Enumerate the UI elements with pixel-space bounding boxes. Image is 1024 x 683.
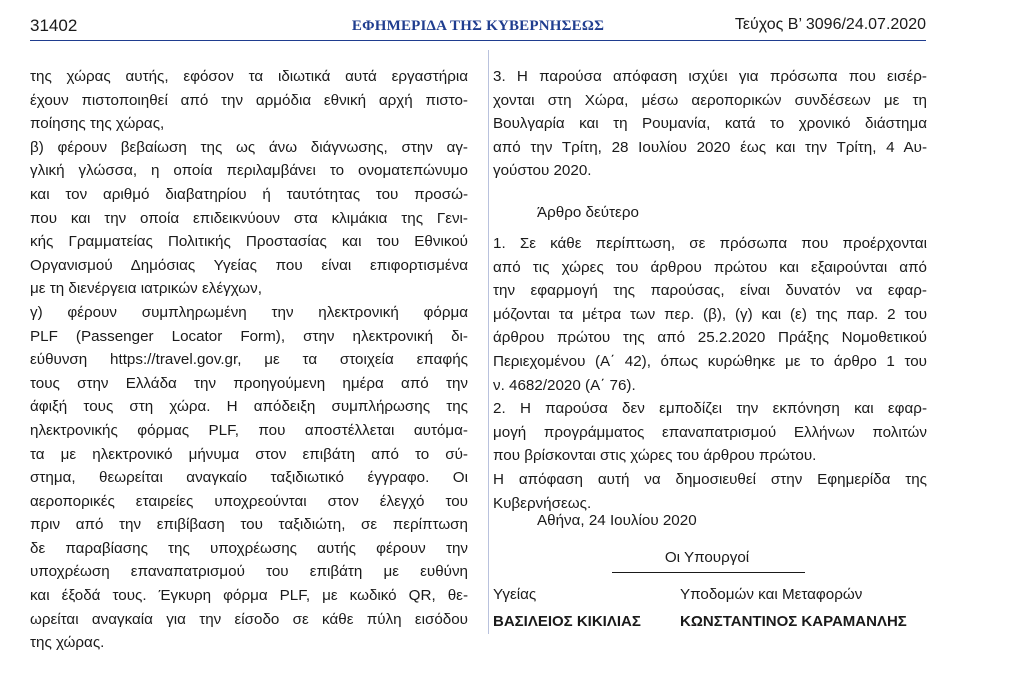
- header-rule: [30, 40, 926, 41]
- page-number: 31402: [30, 16, 78, 35]
- text-line: β) φέρουν βεβαίωση της ως άνω διάγνωσης, στην αγ-: [30, 138, 468, 156]
- article-heading: Άρθρο δεύτερο: [537, 204, 639, 221]
- text-line: γούστου 2020.: [493, 162, 592, 180]
- text-line: 1. Σε κάθε περίπτωση, σε πρόσωπα που προέρχονται: [493, 235, 927, 252]
- text-line: Η απόφαση αυτή να δημοσιευθεί στην Εφημερίδα της: [493, 470, 927, 488]
- signatory-title-health: Υγείας: [493, 586, 537, 603]
- text-line: άρθρου πρώτου της από 25.2.2020 Πράξης Νομοθετικού: [493, 329, 927, 347]
- text-line: άφιξή τους στη χώρα. Η απόδειξη συμπλήρωσης της: [30, 398, 468, 416]
- right-column-para-2: [493, 232, 927, 515]
- text-line: 2. Η παρούσα δεν εμποδίζει την εκπόνηση και εφαρ-: [493, 400, 927, 418]
- text-line: από τις χώρες του άρθρου πρώτου και εξαιρούνται από: [493, 258, 927, 276]
- text-line: ωρείται αναγκαία για την είσοδο σε κάθε πύλη εισόδου: [30, 610, 468, 628]
- text-line: PLF (Passenger Locator Form), στην ηλεκτρονική δι-: [30, 327, 468, 345]
- signature-rule: [612, 572, 805, 573]
- text-line: δε παραβίασης της υποχρέωσης αυτής φέρουν την: [30, 539, 468, 557]
- text-line: την εφαρμογή της παρούσας, είναι δυνατόν να εφαρ-: [493, 282, 927, 300]
- ministers-label: Οι Υπουργοί: [664, 549, 750, 566]
- issue-number: Τεύχος Β’ 3096/24.07.2020: [734, 16, 926, 33]
- text-line: ν. 4682/2020 (Α΄ 76).: [493, 376, 636, 394]
- text-line: και έξοδά τους. Έγκυρη φόρμα PLF, με κωδικό QR, θε-: [30, 587, 468, 605]
- text-line: γλική γλώσσα, η οποία περιλαμβάνει το ονοματεπώνυμο: [30, 162, 468, 180]
- text-line: ποίησης της χώρας,: [30, 115, 165, 133]
- text-line: έχουν πιστοποιηθεί από την αρμόδια εθνική αρχή πιστο-: [30, 91, 468, 109]
- signatory-title-infrastructure: Υποδομών και Μεταφορών: [680, 586, 863, 603]
- text-line: μογή προγράμματος επαναπατρισμού Ελλήνων πολιτών: [493, 423, 927, 441]
- text-line: Βουλγαρία και τη Ρουμανία, κατά το χρονικό διάστημα: [493, 115, 927, 133]
- text-line: που και την οποία επιδεικνύουν στα κλιμάκια της Γενι-: [30, 209, 468, 227]
- text-line: που βρίσκονται στις χώρες του άρθρου πρώτου.: [493, 447, 817, 465]
- text-line: και τον αριθμό διαβατηρίου ή ταυτότητας του προσώ-: [30, 185, 468, 203]
- text-line: της χώρας αυτής, εφόσον τα ιδιωτικά αυτά εργαστήρια: [30, 68, 468, 85]
- text-line: εύθυνση https://travel.gov.gr, με τα στοιχεία επαφής: [30, 351, 468, 369]
- text-line: αεροπορικές εταιρείες υποχρεούνται στον έλεγχό του: [30, 492, 468, 510]
- text-line: υποχρέωση επαναπατρισμού του επιβάτη με ευθύνη: [30, 563, 468, 581]
- column-divider: [488, 50, 489, 634]
- text-line: γ) φέρουν συμπληρωμένη την ηλεκτρονική φόρμα: [30, 303, 468, 321]
- text-line: Περιεχομένου (Α΄ 42), όπως κυρώθηκε με το άρθρο 1 του: [493, 352, 927, 370]
- text-line: στημα, θεωρείται αναγκαίο ταξιδιωτικό έγγραφο. Οι: [30, 469, 468, 487]
- text-line: τα με ηλεκτρονικό μήνυμα στον επιβάτη από το σύ-: [30, 445, 468, 463]
- gazette-title: ΕΦΗΜΕΡΙΔΑ ΤΗΣ ΚΥΒΕΡΝΗΣΕΩΣ: [351, 18, 605, 34]
- text-line: πριν από την επιβίβαση του ταξιδιώτη, σε περίπτωση: [30, 516, 468, 534]
- text-line: χονται στη Χώρα, μέσω αεροπορικών συνδέσεων με τη: [493, 91, 927, 109]
- right-column-para-1: [493, 65, 927, 183]
- city-date: Αθήνα, 24 Ιουλίου 2020: [537, 512, 697, 529]
- signatory-name-health: ΒΑΣΙΛΕΙΟΣ ΚΙΚΙΛΙΑΣ: [493, 613, 641, 630]
- text-line: 3. Η παρούσα απόφαση ισχύει για πρόσωπα που εισέρ-: [493, 68, 927, 85]
- text-line: τους στην Ελλάδα την προηγούμενη ημέρα από την: [30, 374, 468, 392]
- text-line: μόζονται τα μέτρα των περ. (β), (γ) και (ε) της παρ. 2 του: [493, 305, 927, 323]
- left-column: [30, 65, 468, 655]
- text-line: κής Γραμματείας Πολιτικής Προστασίας και του Εθνικού: [30, 233, 468, 251]
- text-line: ηλεκτρονικής φόρμας PLF, που αποστέλλεται αυτόμα-: [30, 421, 468, 439]
- text-line: Οργανισμού Δημόσιας Υγείας που είναι επιφορτισμένα: [30, 256, 468, 274]
- text-line: Κυβερνήσεως.: [493, 494, 592, 512]
- page-header: [30, 14, 926, 42]
- signatory-name-infrastructure: ΚΩΝΣΤΑΝΤΙΝΟΣ ΚΑΡΑΜΑΝΛΗΣ: [680, 613, 907, 630]
- text-line: της χώρας.: [30, 634, 105, 652]
- text-line: με τη διενέργεια ιατρικών ελέγχων,: [30, 280, 262, 298]
- text-line: από την Τρίτη, 28 Ιουλίου 2020 έως και την Τρίτη, 4 Αυ-: [493, 138, 927, 156]
